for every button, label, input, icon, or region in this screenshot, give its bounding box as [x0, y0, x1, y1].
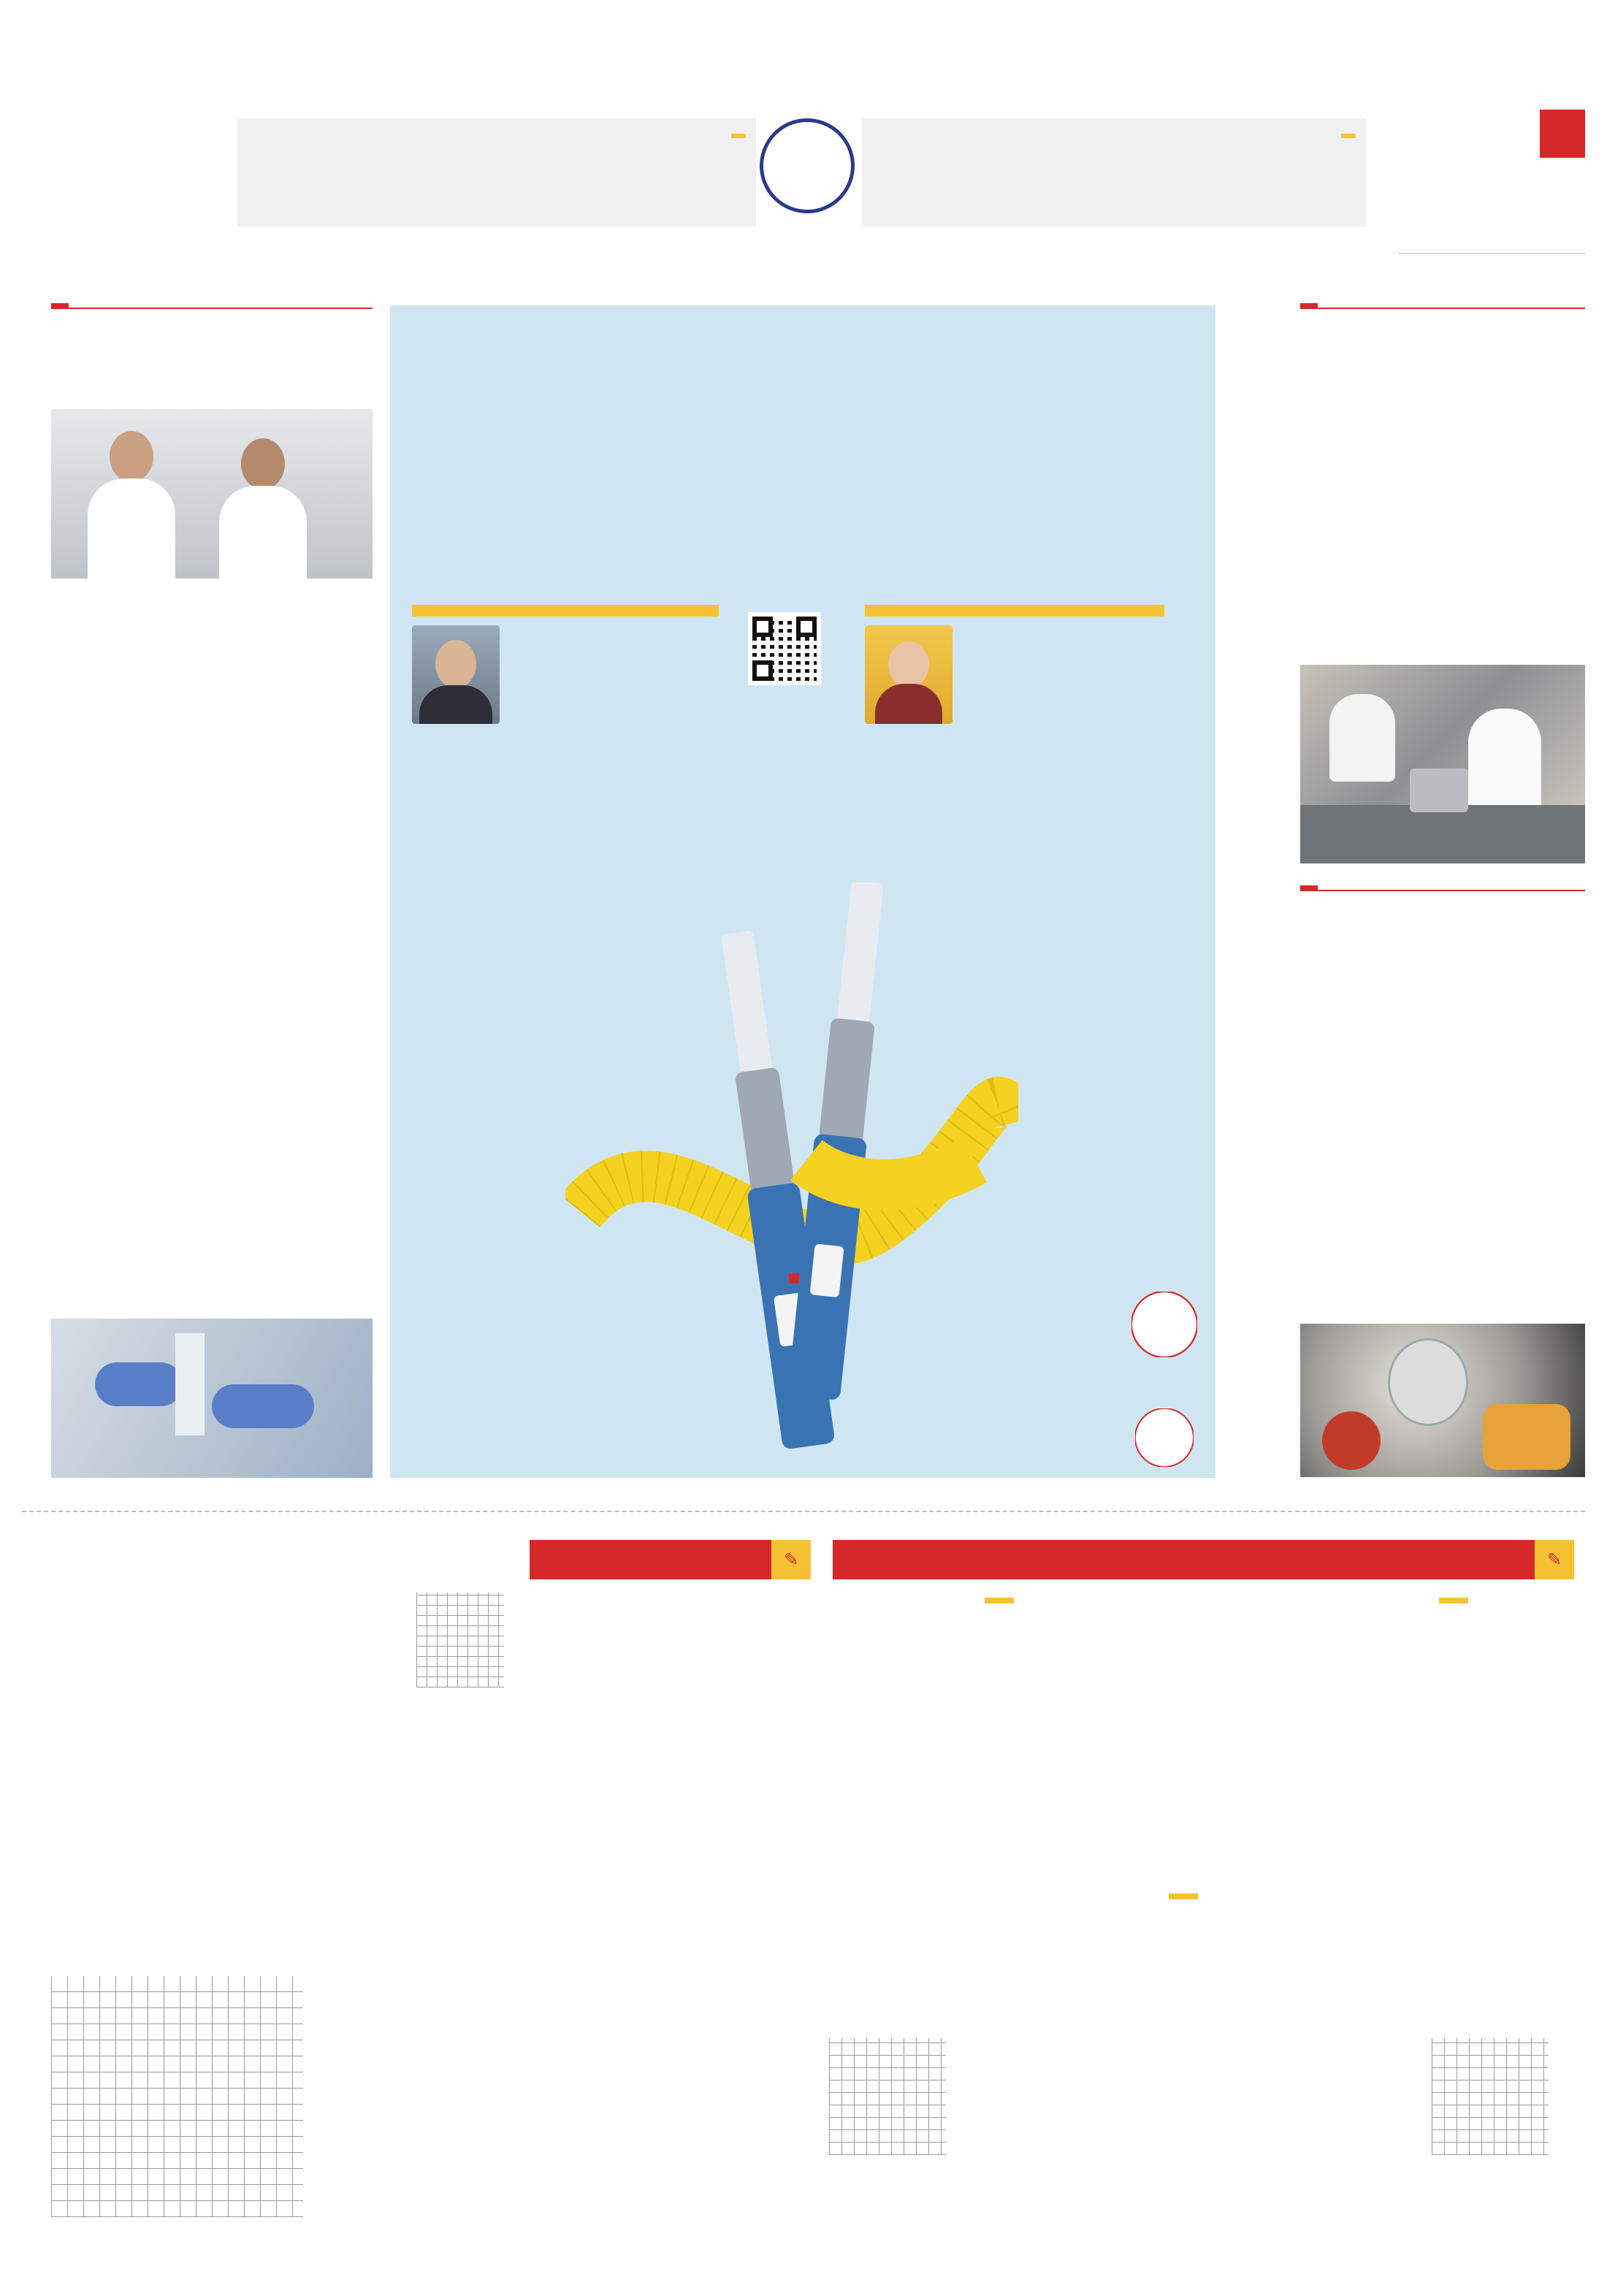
- ai-robot-photo: [1300, 1324, 1585, 1477]
- page-number: [1540, 110, 1585, 158]
- news-of-day-text: [1300, 321, 1585, 591]
- box-obesity-title: [412, 605, 719, 617]
- down-clues-2: [343, 1976, 504, 2217]
- pens-tape-illustration: [565, 882, 1018, 1452]
- crossword-header: [530, 1540, 811, 1579]
- crossword-clues: [530, 1589, 811, 2268]
- box-self-use-title: [865, 605, 1164, 617]
- expert-warning-text: [1300, 901, 1585, 1194]
- stat-60-pie: [1135, 1408, 1194, 1467]
- sudoku-icon: ✎: [1535, 1540, 1574, 1579]
- warning-bullet: [789, 1273, 799, 1284]
- stat-60: [1004, 1372, 1201, 1481]
- crossword-icon: ✎: [771, 1540, 811, 1579]
- scientists-photo: [51, 409, 373, 579]
- barati-photo: [865, 625, 953, 724]
- expert-warning: [1300, 885, 1585, 1194]
- feature-panel: [390, 305, 1215, 1478]
- crossword-answer: [51, 1976, 303, 2217]
- expert-warning-tag: [1300, 885, 1318, 890]
- sudoku-medium-label: [1169, 1893, 1198, 1899]
- stat-40-pie: [1131, 1292, 1197, 1357]
- lab-photo: [1300, 665, 1585, 863]
- stamp: [747, 106, 867, 226]
- news-of-day-tag: [1300, 303, 1318, 308]
- alavian-photo: [412, 625, 500, 724]
- warning-block: [405, 1273, 799, 1288]
- stat-40: [1004, 1255, 1201, 1365]
- news-right-box: [862, 118, 1366, 226]
- research-text: [51, 606, 373, 1308]
- qr-code[interactable]: [748, 612, 821, 685]
- research: [51, 303, 373, 319]
- research-tag: [51, 303, 69, 308]
- news-left-title: [731, 134, 746, 138]
- sudoku-easy-label: [1439, 1598, 1468, 1603]
- news-right-title: [1341, 134, 1356, 138]
- sudoku-answer-mini-3: [829, 2038, 946, 2155]
- lab-gloves-photo: [51, 1319, 373, 1478]
- news-left-box: [237, 118, 756, 226]
- sudoku-answer-mini-2: [1432, 2038, 1549, 2155]
- prev-answer-label: [310, 1976, 332, 2151]
- sudoku-header: [833, 1540, 1574, 1579]
- news-of-day: [1300, 303, 1585, 591]
- crossword-grid-wrap: [51, 1540, 511, 1971]
- sudoku-hard-label: [985, 1598, 1014, 1603]
- masthead: [1399, 110, 1585, 278]
- stamp-text: [776, 156, 839, 176]
